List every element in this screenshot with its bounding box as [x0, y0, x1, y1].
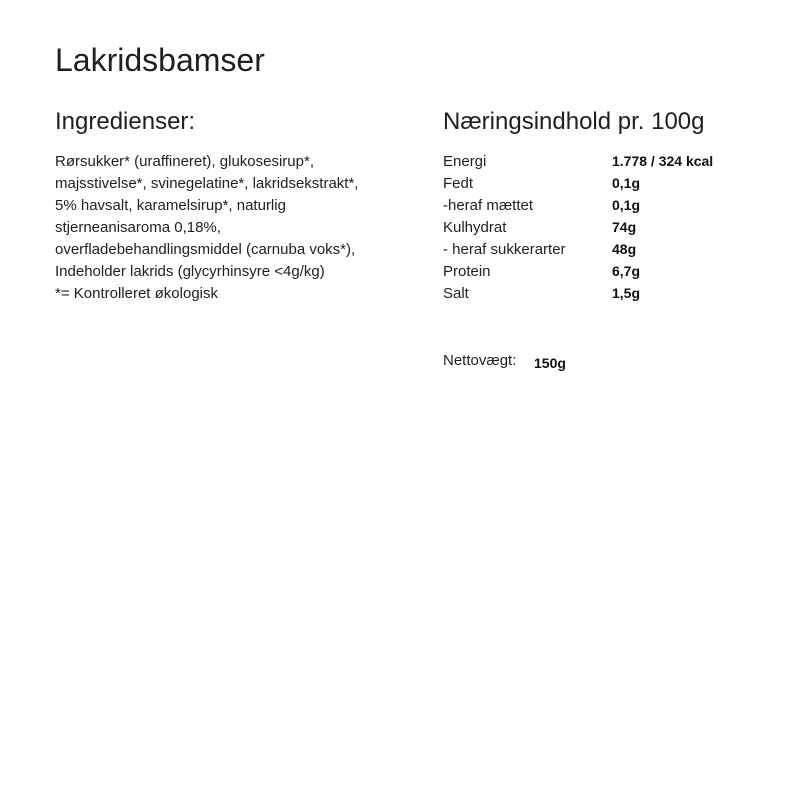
net-weight-label: Nettovægt: — [443, 352, 517, 369]
nutrition-row-fat — [443, 173, 783, 195]
nutrition-value: 0,1g — [612, 197, 641, 213]
product-title: Lakridsbamser — [55, 42, 265, 78]
nutrition-row-sugars — [443, 239, 783, 261]
ingredients-line: Rørsukker* (uraffineret), glukosesirup*, — [55, 153, 314, 170]
nutrition-row-salt — [443, 283, 783, 305]
nutrition-row-carbohydrate — [443, 217, 783, 239]
nutrition-label: -heraf mættet — [443, 197, 534, 214]
ingredients-line: 5% havsalt, karamelsirup*, naturlig — [55, 197, 286, 214]
ingredients-heading: Ingredienser: — [55, 108, 196, 135]
nutrition-heading: Næringsindhold pr. 100g — [443, 108, 705, 135]
nutrition-label: - heraf sukkerarter — [443, 241, 566, 258]
ingredients-footnote: *= Kontrolleret økologisk — [55, 285, 218, 302]
nutrition-value: 1.778 / 324 kcal — [612, 153, 714, 169]
nutrition-value: 6,7g — [612, 263, 641, 279]
nutrition-value: 1,5g — [612, 285, 641, 301]
nutrition-value: 48g — [612, 241, 637, 257]
nutrition-label: Energi — [443, 153, 487, 170]
ingredients-line: majsstivelse*, svinegelatine*, lakridsekstrakt*, — [55, 175, 359, 192]
nutrition-row-saturated-fat — [443, 195, 783, 217]
ingredients-line: Indeholder lakrids (glycyrhinsyre <4g/kg) — [55, 263, 325, 280]
nutrition-label: Fedt — [443, 175, 474, 192]
nutrition-value: 0,1g — [612, 175, 641, 191]
nutrition-table — [443, 151, 783, 305]
nutrition-row-protein — [443, 261, 783, 283]
nutrition-label: Protein — [443, 263, 491, 280]
ingredients-list — [55, 151, 425, 305]
nutrition-row-energy — [443, 151, 783, 173]
nutrition-label: Kulhydrat — [443, 219, 507, 236]
net-weight-value: 150g — [534, 355, 566, 371]
ingredients-line: overfladebehandlingsmiddel (carnuba voks*), — [55, 241, 356, 258]
nutrition-value: 74g — [612, 219, 637, 235]
nutrition-label: Salt — [443, 285, 469, 302]
ingredients-line: stjerneanisaroma 0,18%, — [55, 219, 221, 236]
